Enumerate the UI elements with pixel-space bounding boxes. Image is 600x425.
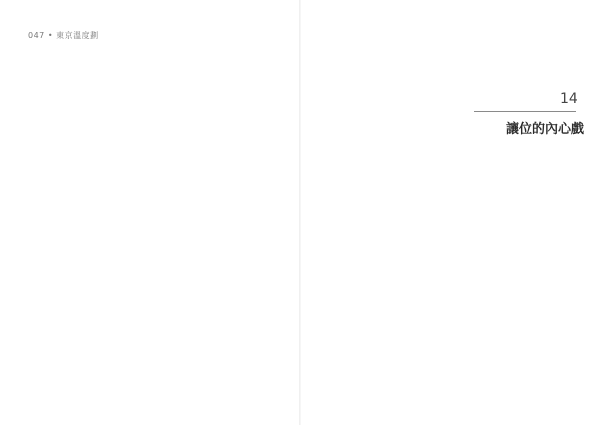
right-page-column-1: [450, 196, 464, 406]
left-page-column-14: [32, 72, 46, 382]
left-page-column-4: [212, 72, 226, 382]
left-page-column-11: [86, 72, 100, 382]
left-page-column-7: [158, 72, 172, 382]
right-page-column-3: [414, 196, 428, 406]
left-page-column-8: [140, 72, 154, 382]
right-page-column-8: [324, 196, 338, 406]
left-page-column-12: [68, 72, 82, 382]
left-page-column-3: [230, 72, 244, 382]
right-page-column-6: [360, 196, 374, 406]
right-page-column-7: [342, 196, 356, 406]
left-page-column-10: [104, 72, 118, 382]
page-gutter: [299, 0, 301, 425]
chapter-number: 14: [560, 91, 578, 107]
left-page-column-2: [248, 72, 262, 382]
right-page-column-9: [306, 196, 320, 406]
left-page-column-1: [266, 72, 280, 382]
chapter-title: 讓位的內心戲: [505, 122, 584, 137]
running-header: 047 • 東京溫度劃: [28, 31, 99, 40]
left-page-column-9: [122, 72, 136, 382]
right-page-column-5: [378, 196, 392, 406]
left-page-column-13: [50, 72, 64, 382]
right-page-column-4: [396, 196, 410, 406]
left-page-column-5: [194, 72, 208, 382]
chapter-divider: [474, 111, 576, 112]
right-page-column-2: [432, 196, 446, 406]
left-page-column-6: [176, 72, 190, 382]
